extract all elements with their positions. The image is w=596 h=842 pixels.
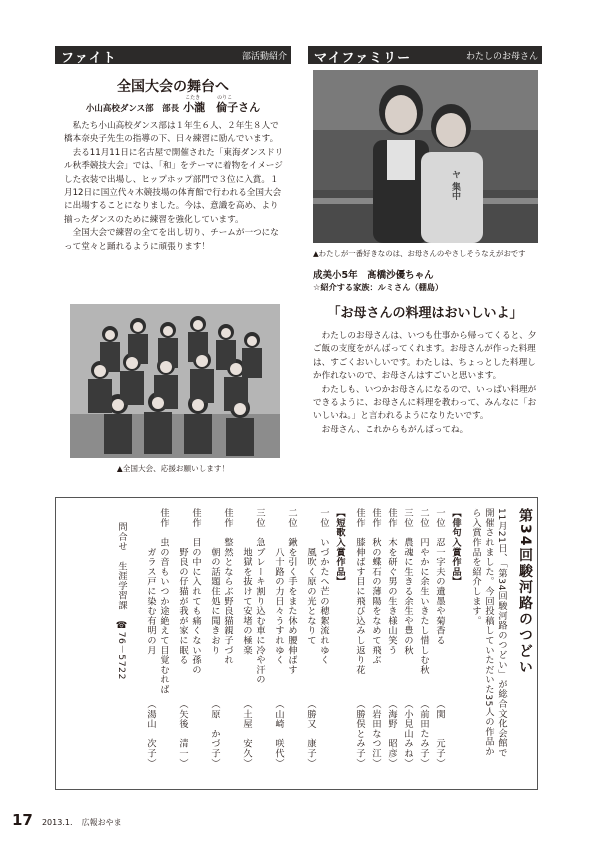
tanka-line: 佳作 整然とならぶ野良猫親子づれ — [222, 508, 233, 665]
family-header-sub: わたしのお母さん — [465, 52, 538, 62]
fight-byline-name: こたき のりこ 小瀧 倫子さん — [183, 95, 261, 114]
family-paragraph: わたしのお母さんは、いつも仕事から帰ってくると、夕ご飯の支度をがんばってくれます。お母さんが作った料理は、すごくおいしいです。わたしは、ちょっとした料理しか作れないので、お母さんはすごいと思います。 — [313, 331, 537, 382]
tanka-line: 一位 いづかたへ芒の穂絮流れゆく — [318, 508, 329, 665]
haiku-entry: 佳作 秋の蝶石の薄陽をなめて飛ぶ （岩田なつ江） — [370, 508, 381, 768]
haiku-entry: 佳作 木を研ぐ男の生き様山笑う （海野 昭彦） — [386, 508, 397, 768]
issue-date: 2013.1. — [41, 818, 73, 827]
poetry-box — [55, 497, 538, 790]
tanka-line: 野良の仔猫が我が家に眠る （矢後 清一） — [177, 508, 188, 768]
family-paragraph: お母さん、これからもがんばってね。 — [321, 424, 469, 435]
poetry-intro-line: ら入賞作品を紹介します。 — [470, 508, 481, 626]
tanka-line: 地獄を抜けて安堵の極楽 （土屋 安久） — [241, 508, 252, 768]
tanka-line: 佳作 目の中に入れても痛くない孫の — [190, 508, 201, 675]
family-paragraph: わたしも、いつかお母さんになるので、いっぱい料理ができるように、お母さんに料理を教わって、みんなに「おいしいね。」と言われるようになりたいです。 — [313, 384, 537, 422]
tanka-line: 三位 急ブレーキ割り込む車に冷や汗の — [254, 508, 265, 685]
family-header-title: マイファミリー — [314, 51, 412, 66]
family-header-bar — [308, 46, 542, 64]
mother-daughter-photo-art — [313, 70, 538, 243]
fight-header-bar — [55, 46, 291, 64]
family-article-body — [313, 330, 537, 437]
ruby-kotaki: こたき — [185, 95, 201, 101]
fight-paragraph: 全国大会で練習の全てを出し切り、チームが一つになって堂々と踊れるように頑張ります！ — [64, 228, 279, 252]
tanka-line: 八十路の力日々うすれゆく （山崎 咲代） — [273, 508, 284, 768]
poetry-title: 第34回駿河路のつどい — [517, 508, 533, 676]
tanka-line: 風吹く原の光となりて （勝又 康子） — [305, 508, 316, 768]
page-footer — [12, 810, 122, 829]
haiku-entry: 一位 忍一字夫の遺墨や菊香る （関 元子） — [434, 508, 445, 768]
haiku-entry: 二位 円やかに余生いきたし惜しむ秋 （前田たみ子） — [418, 508, 429, 768]
fight-paragraph: 私たち小山高校ダンス部は１年生６人、２年生８人で橋本奈央子先生の指導の下、日々練習に励んでいます。 — [64, 121, 279, 145]
fight-article-body — [64, 120, 284, 254]
fight-byline-school: 小山高校ダンス部 部長 — [85, 104, 180, 114]
family-photo-caption: ▲わたしが一番好きなのは、お母さんのやさしそうなえがおです — [313, 249, 526, 258]
fight-paragraph: 去る11月11日に名古屋で開催された「東海ダンスドリル秋季競技大会」では、「和」をテーマに着物をイメージした衣装で出場し、ヒップホップ部門で３位に入賞。１月12日に国立代々木競技場の体育館で行われる全国大会に出場することになりました。今は、意識を高め、より揃ったダンスのために練習を強化しています。 — [64, 147, 284, 225]
poetry-contact: 問合せ 生涯学習課 ☎76－5722 — [116, 522, 127, 681]
dance-team-photo — [70, 304, 280, 458]
tanka-line: ガラス戸に染む有明の月 （湯山 次子） — [145, 508, 156, 768]
mother-daughter-photo — [313, 70, 538, 243]
family-article-title: 「お母さんの料理はおいしいよ」 — [327, 306, 523, 321]
haiku-heading: 【俳句入賞作品】 — [450, 508, 461, 587]
haiku-entry: 佳作 膝伸ばす目に飛び込みし返り花 （勝俣とみ子） — [354, 508, 365, 768]
page-number: 17 — [12, 811, 33, 829]
child-name: 成美小5年 髙橋沙優ちゃん — [313, 270, 434, 281]
tanka-line: 佳作 虫の音もいつか途絶えて目覚むれば — [158, 508, 169, 695]
poetry-intro-line: 開催されました。今回投稿していただいた35人の作品か — [483, 508, 494, 757]
tanka-heading: 【短歌入賞作品】 — [334, 508, 345, 587]
family-intro: ☆紹介する家族：ルミさん（棚島） — [313, 282, 444, 292]
fight-header-title: ファイト — [61, 51, 117, 66]
fight-byline — [55, 96, 291, 115]
dance-photo-caption: ▲全国大会、応援お願いします！ — [116, 464, 230, 473]
fight-header-sub: 部活動紹介 — [241, 52, 287, 62]
shirt-text: ヤ 集中 — [450, 170, 460, 201]
poetry-intro-line: 11月21日、「第34回駿河路のつどい」が総合文化会館で — [496, 508, 507, 758]
dance-team-photo-art — [70, 304, 280, 458]
publication-name: 広報おやま — [81, 818, 122, 827]
haiku-entry: 三位 農魂に生きる余生や豊の秋 （小見山みね） — [402, 508, 413, 768]
tanka-line: 朝の話題住処に聞きおり （原 かづ子） — [209, 508, 220, 768]
ruby-noriko: のりこ — [217, 95, 233, 101]
tanka-line: 二位 鍬を引く手をまた休め腰伸ばす — [286, 508, 297, 675]
fight-article-title: 全国大会の舞台へ — [117, 79, 229, 95]
